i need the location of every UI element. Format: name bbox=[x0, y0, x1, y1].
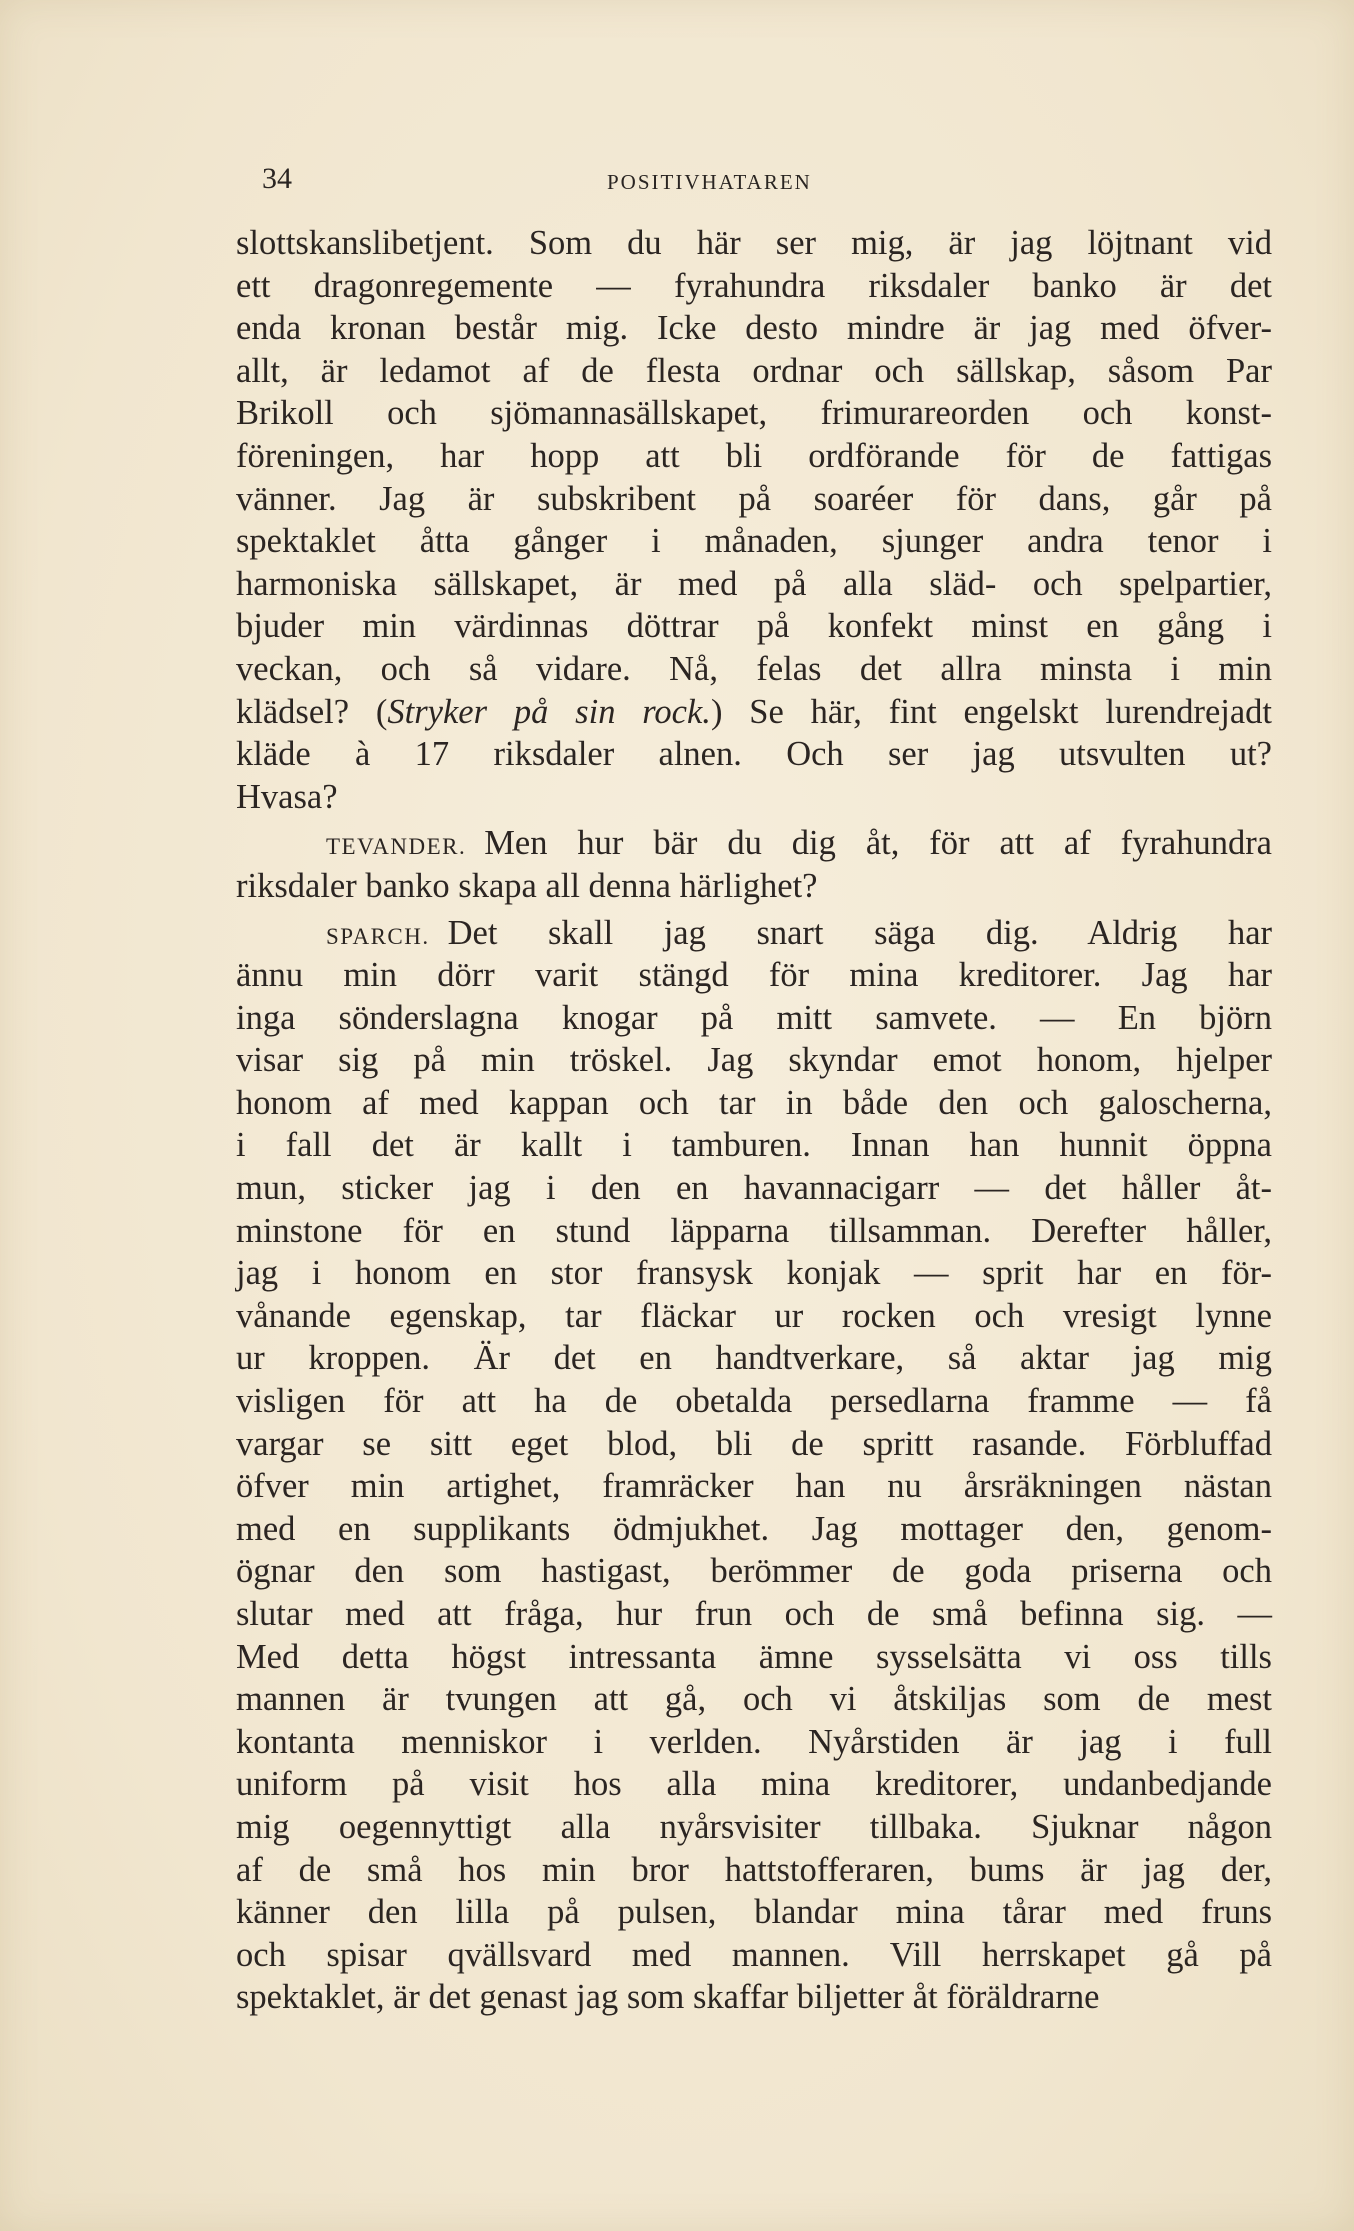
text-fragment: klädsel? ( bbox=[236, 692, 388, 731]
speech-text: Men hur bär du dig åt, för att af fyrahundra bbox=[484, 824, 1272, 863]
text-line: spektaklet åtta gånger i månaden, sjunger andra tenor i bbox=[236, 522, 1272, 561]
text-line: Brikoll och sjömannasällskapet, frimurareorden och konst- bbox=[236, 394, 1272, 433]
text-line: uniform på visit hos alla mina kreditorer, undanbedjande bbox=[236, 1765, 1272, 1804]
text-line: spektaklet, är det genast jag som skaffar biljetter åt föräldrarne bbox=[236, 1978, 1100, 2017]
text-line: ännu min dörr varit stängd för mina kreditorer. Jag har bbox=[236, 956, 1272, 995]
text-line: jag i honom en stor fransysk konjak — sprit har en för- bbox=[236, 1254, 1272, 1293]
paragraph-monologue bbox=[236, 222, 1272, 818]
text-line: visligen för att ha de obetalda persedlarna framme — få bbox=[236, 1382, 1272, 1421]
text-line: kläde à 17 riksdaler alnen. Och ser jag utsvulten ut? bbox=[236, 735, 1272, 774]
text-line: af de små hos min bror hattstofferaren, bums är jag der, bbox=[236, 1850, 1272, 1889]
text-line-with-stage-direction bbox=[236, 691, 1272, 734]
text-line: ur kroppen. Är det en handtverkare, så aktar jag mig bbox=[236, 1339, 1272, 1378]
speech-sparch bbox=[236, 912, 1272, 2019]
speech-text: Det skall jag snart säga dig. Aldrig har bbox=[447, 913, 1272, 952]
text-line: harmoniska sällskapet, är med på alla släd- och spelpartier, bbox=[236, 564, 1272, 603]
text-line: i fall det är kallt i tamburen. Innan han hunnit öppna bbox=[236, 1126, 1272, 1165]
text-line: visar sig på min tröskel. Jag skyndar emot honom, hjelper bbox=[236, 1041, 1272, 1080]
page-header bbox=[262, 162, 1182, 202]
text-line: allt, är ledamot af de flesta ordnar och sällskap, såsom Par bbox=[236, 351, 1272, 390]
text-line: känner den lilla på pulsen, blandar mina tårar med fruns bbox=[236, 1893, 1272, 1932]
speech-tevander bbox=[236, 822, 1272, 907]
text-line: enda kronan består mig. Icke desto mindre är jag med öfver- bbox=[236, 309, 1272, 348]
text-line: mun, sticker jag i den en havannacigarr — det håller åt- bbox=[236, 1169, 1272, 1208]
text-line: kontanta menniskor i verlden. Nyårstiden är jag i full bbox=[236, 1722, 1272, 1761]
text-line: bjuder min värdinnas döttrar på konfekt minst en gång i bbox=[236, 607, 1272, 646]
text-line: mig oegennyttigt alla nyårsvisiter tillbaka. Sjuknar någon bbox=[236, 1807, 1272, 1846]
text-line: minstone för en stund läpparna tillsamman. Derefter håller, bbox=[236, 1211, 1272, 1250]
text-line: ett dragonregemente — fyrahundra riksdaler banko är det bbox=[236, 266, 1272, 305]
text-line: med en supplikants ödmjukhet. Jag mottager den, genom- bbox=[236, 1509, 1272, 1548]
speaker-name: SPARCH. bbox=[326, 923, 430, 949]
text-line: riksdaler banko skapa all denna härlighet? bbox=[236, 866, 818, 905]
text-line: vänner. Jag är subskribent på soaréer för dans, går på bbox=[236, 479, 1272, 518]
text-line: Med detta högst intressanta ämne sysselsätta vi oss tills bbox=[236, 1637, 1272, 1676]
text-line: föreningen, har hopp att bli ordförande för de fattigas bbox=[236, 436, 1272, 475]
text-line: slottskanslibetjent. Som du här ser mig, är jag löjtnant vid bbox=[236, 224, 1272, 262]
text-line: Hvasa? bbox=[236, 777, 338, 816]
text-line: öfver min artighet, framräcker han nu årsräkningen nästan bbox=[236, 1467, 1272, 1506]
speech-first-line bbox=[236, 822, 1272, 865]
text-line: vargar se sitt eget blod, bli de spritt rasande. Förbluffad bbox=[236, 1424, 1272, 1463]
text-line: honom af med kappan och tar in både den och galoscherna, bbox=[236, 1083, 1272, 1122]
stage-direction: Stryker på sin rock. bbox=[387, 692, 711, 731]
text-line: slutar med att fråga, hur frun och de små befinna sig. — bbox=[236, 1595, 1272, 1633]
text-line: och spisar qvällsvard med mannen. Vill herrskapet gå på bbox=[236, 1935, 1272, 1974]
text-line: ögnar den som hastigast, berömmer de goda priserna och bbox=[236, 1552, 1272, 1591]
speaker-name: TEVANDER. bbox=[326, 834, 467, 860]
text-fragment: ) Se här, fint engelskt lurendrejadt bbox=[710, 692, 1272, 731]
text-line: inga sönderslagna knogar på mitt samvete. — En björn bbox=[236, 998, 1272, 1037]
body-text bbox=[236, 222, 1272, 2019]
page-number: 34 bbox=[262, 162, 292, 195]
text-line: mannen är tvungen att gå, och vi åtskiljas som de mest bbox=[236, 1680, 1272, 1719]
running-title: POSITIVHATAREN bbox=[607, 170, 812, 194]
text-line: veckan, och så vidare. Nå, felas det allra minsta i min bbox=[236, 649, 1272, 688]
speech-first-line bbox=[236, 912, 1272, 955]
text-line: vånande egenskap, tar fläckar ur rocken och vresigt lynne bbox=[236, 1296, 1272, 1335]
